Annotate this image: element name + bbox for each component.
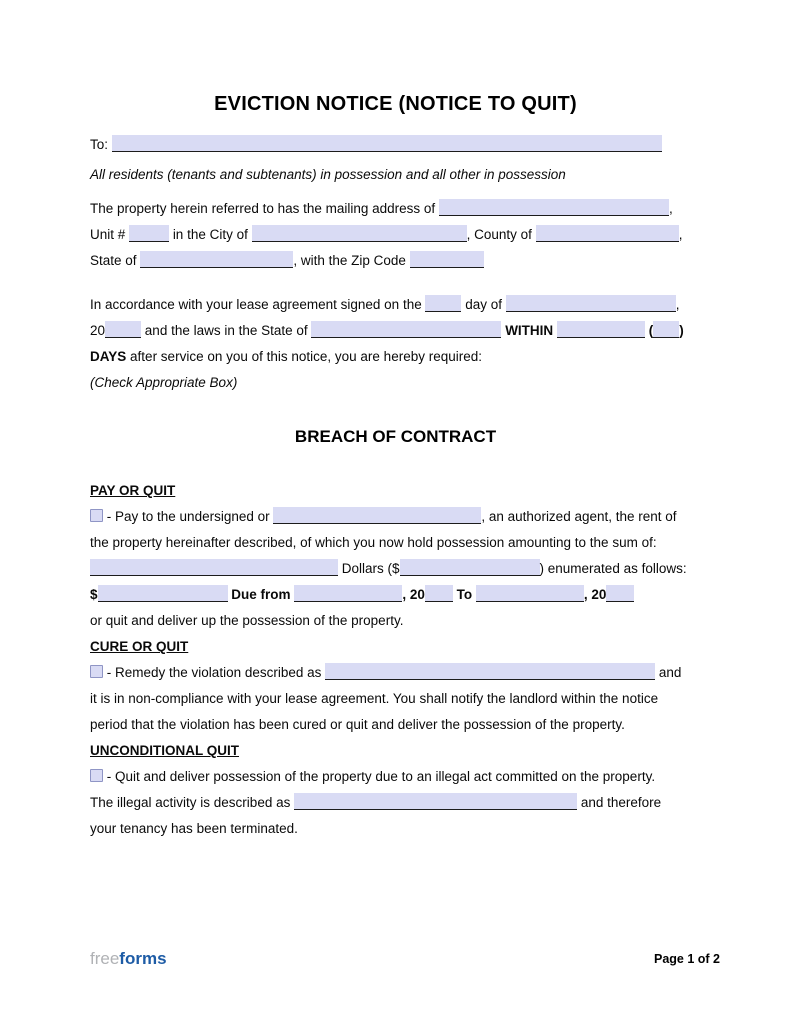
unconditional-text-1: - Quit and deliver possession of the property due to an illegal act committed on the property. <box>106 769 656 784</box>
pay-or-quit-checkbox[interactable] <box>90 509 103 522</box>
pay-comma20b: , 20 <box>583 587 607 602</box>
page-footer <box>90 946 720 972</box>
lease-day-field[interactable] <box>425 295 461 312</box>
pay-line-3 <box>90 556 701 582</box>
cure-or-quit-heading: CURE OR QUIT <box>90 639 189 654</box>
notice-period-words-field[interactable] <box>557 321 645 338</box>
due-to-date-field[interactable] <box>476 585 584 602</box>
pay-or-quit-heading: PAY OR QUIT <box>90 483 176 498</box>
pay-text-1: - Pay to the undersigned or <box>106 509 270 524</box>
laws-state-field[interactable] <box>311 321 501 338</box>
brand-forms-text: forms <box>119 949 167 968</box>
notice-period-number-field[interactable] <box>653 321 679 338</box>
cure-text-2: and <box>658 665 682 680</box>
city-field[interactable] <box>252 225 467 242</box>
lease-year-field[interactable] <box>105 321 141 338</box>
lease-text-4: and the laws in the State of <box>144 323 308 338</box>
payee-name-field[interactable] <box>273 507 481 524</box>
cure-line-2: it is in non-compliance with your lease agreement. You shall notify the landlord within the notice <box>90 691 659 706</box>
recipient-field[interactable] <box>112 135 662 152</box>
unconditional-text-2: The illegal activity is described as <box>90 795 291 810</box>
cure-line-3: period that the violation has been cured or quit and deliver the possession of the property. <box>90 717 625 732</box>
cure-or-quit-heading-line <box>90 634 701 660</box>
cure-text-1: - Remedy the violation described as <box>106 665 322 680</box>
lease-line-1 <box>90 292 701 318</box>
property-address-paragraph <box>90 196 701 274</box>
unconditional-quit-checkbox[interactable] <box>90 769 103 782</box>
lease-line-3 <box>90 344 701 370</box>
address-comma-1: , <box>668 201 673 216</box>
unconditional-text-3: and therefore <box>580 795 662 810</box>
lease-comma: , <box>675 297 680 312</box>
lease-line-2 <box>90 318 701 344</box>
page-number: Page 1 of 2 <box>654 952 720 966</box>
unconditional-quit-heading: UNCONDITIONAL QUIT <box>90 743 239 758</box>
unconditional-quit-heading-line <box>90 738 701 764</box>
state-field[interactable] <box>140 251 293 268</box>
amount-due-field[interactable] <box>98 585 228 602</box>
lease-text-3: 20 <box>90 323 106 338</box>
pay-comma20a: , 20 <box>402 587 425 602</box>
due-from-label: Due from <box>231 587 291 602</box>
lease-text-1: In accordance with your lease agreement signed on the <box>90 297 422 312</box>
lease-paragraph <box>90 292 701 396</box>
days-label: DAYS <box>90 349 127 364</box>
to-range-label: To <box>456 587 473 602</box>
option-sections <box>90 478 701 842</box>
to-label: To: <box>90 137 109 152</box>
residents-note: All residents (tenants and subtenants) in possession and all other in possession <box>90 167 566 182</box>
lease-month-field[interactable] <box>506 295 676 312</box>
pay-text-4: Dollars ($ <box>341 561 400 576</box>
pay-text-5: ) enumerated as follows: <box>539 561 687 576</box>
address-line-2 <box>90 222 701 248</box>
within-label: WITHIN <box>505 323 554 338</box>
dollar-sign: $ <box>90 587 98 602</box>
address-text-4: , County of <box>466 227 532 242</box>
pay-line-2: the property hereinafter described, of which you now hold possession amounting to the sum of: <box>90 535 657 550</box>
county-field[interactable] <box>536 225 679 242</box>
due-to-year-field[interactable] <box>606 585 634 602</box>
pay-line-4 <box>90 582 701 608</box>
breach-of-contract-heading: BREACH OF CONTRACT <box>294 427 497 446</box>
zip-code-field[interactable] <box>410 251 484 268</box>
address-line-3 <box>90 248 701 274</box>
pay-line-1 <box>90 504 701 530</box>
brand-free-text: free <box>90 949 120 968</box>
freeforms-logo <box>90 946 167 972</box>
amount-words-field[interactable] <box>90 559 338 576</box>
address-text-3: in the City of <box>172 227 248 242</box>
unconditional-line-2 <box>90 790 701 816</box>
violation-description-field[interactable] <box>325 663 655 680</box>
check-box-note: (Check Appropriate Box) <box>90 375 238 390</box>
paren-open: ( <box>648 323 654 338</box>
unconditional-line-3: your tenancy has been terminated. <box>90 821 298 836</box>
cure-line-1 <box>90 660 701 686</box>
unconditional-line-1 <box>90 764 701 790</box>
cure-or-quit-checkbox[interactable] <box>90 665 103 678</box>
pay-text-2: , an authorized agent, the rent of <box>481 509 677 524</box>
paren-close: ) <box>679 323 684 338</box>
address-text-6: , with the Zip Code <box>293 253 406 268</box>
mailing-address-field[interactable] <box>439 199 669 216</box>
pay-line-5: or quit and deliver up the possession of the property. <box>90 613 404 628</box>
due-from-year-field[interactable] <box>425 585 453 602</box>
address-text-1: The property herein referred to has the mailing address of <box>90 201 436 216</box>
address-line-1 <box>90 196 701 222</box>
address-comma-2: , <box>678 227 683 242</box>
unit-number-field[interactable] <box>129 225 169 242</box>
to-line <box>90 132 701 158</box>
illegal-activity-field[interactable] <box>294 793 577 810</box>
address-text-2: Unit # <box>90 227 126 242</box>
lease-text-5: after service on you of this notice, you are hereby required: <box>130 349 482 364</box>
document-title: EVICTION NOTICE (NOTICE TO QUIT) <box>214 93 577 115</box>
amount-numeric-field[interactable] <box>400 559 540 576</box>
due-from-date-field[interactable] <box>294 585 402 602</box>
pay-or-quit-heading-line <box>90 478 701 504</box>
lease-text-2: day of <box>465 297 503 312</box>
address-text-5: State of <box>90 253 137 268</box>
